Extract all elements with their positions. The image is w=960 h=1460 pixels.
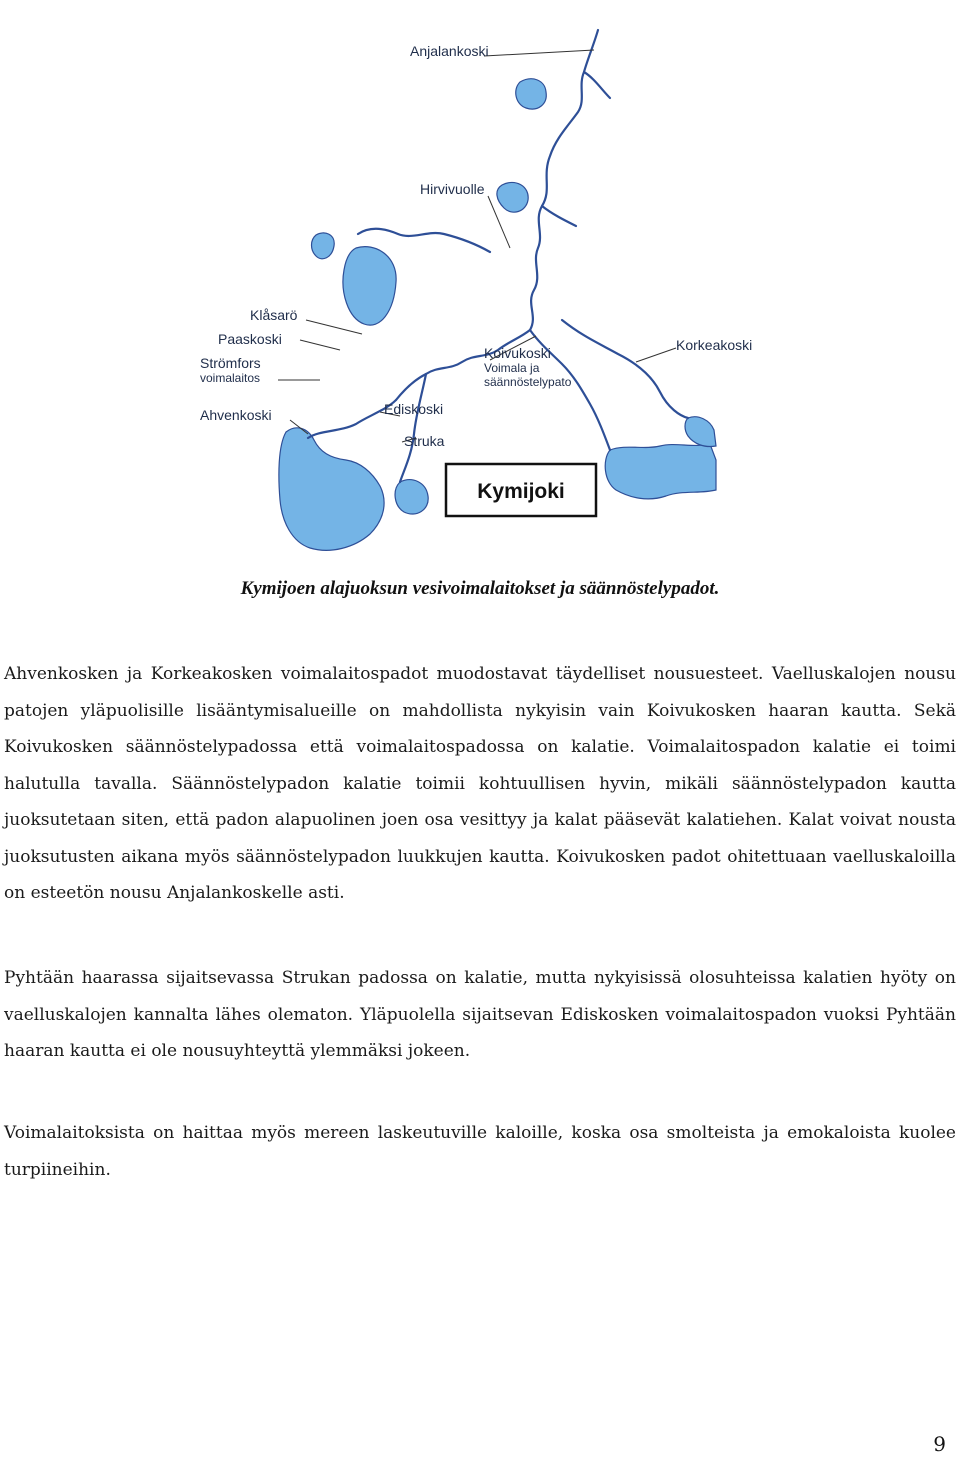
river-tributary-mid (542, 206, 576, 226)
sea-bay-small (395, 480, 428, 514)
label-struka: Struka (404, 433, 445, 449)
paragraph-2: Pyhtään haarassa sijaitsevassa Strukan padossa on kalatie, mutta nykyisissä olosuhteissa kalatien hyöty on vaelluskalojen kannalta lähes olematon. Yläpuolella sijaitsevan Ediskosken voimalaitospadon vuoksi Pyhtään haaran kautta ei ole nousuyhteyttä ylemmäksi jokeen. (4, 968, 956, 1061)
label-paaskoski: Paaskoski (218, 331, 282, 347)
label-ahvenkoski: Ahvenkoski (200, 407, 272, 423)
label-koivukoski-3: säännöstelypato (484, 375, 572, 389)
paragraph-1: Ahvenkosken ja Korkeakosken voimalaitospadot muodostavat täydelliset nousuesteet. Vaelluskalojen nousu patojen yläpuolisille lisääntymisalueille on mahdollista nykyisin vain Koivukosken haaran kautta. Sekä Koivukosken säännöstelypadossa että voimalaitospadossa on kalatie. Voimalaitospadon kalatie ei toimi halutulla tavalla. Säännöstelypadon kalatie toimii kohtuullisen hyvin, mikäli säännöstelypadon kautta juoksutetaan siten, että padon alapuolinen joen osa vesittyy ja kalat pääsevät kalatiehen. Kalat voivat nousta juoksutusten aikana myös säännöstelypadon luukkujen kautta. Koivukosken padot ohitettuaan vaelluskaloilla on esteetön nousu Anjalankoskelle asti. (4, 664, 956, 903)
river-korkeakoski-branch (562, 320, 688, 418)
map-title-box (446, 464, 596, 516)
label-anjalankoski: Anjalankoski (410, 43, 489, 59)
label-ediskoski: Ediskoski (384, 401, 444, 417)
figure-caption: Kymijoen alajuoksun vesivoimalaitokset ja säännöstelypadot. (240, 578, 720, 599)
kymijoki-map (190, 20, 780, 565)
lake-upper-mid (497, 182, 528, 212)
label-korkeakoski: Korkeakoski (676, 337, 753, 353)
label-hirvivuolle: Hirvivuolle (420, 181, 485, 197)
sea-bay-right (605, 444, 716, 499)
map-title: Kymijoki (477, 480, 565, 503)
paragraph-3: Voimalaitoksista on haittaa myös mereen laskeutuville kaloille, koska osa smolteista ja emokaloista kuolee turpiineihin. (4, 1123, 956, 1180)
lake-left-2 (343, 247, 396, 326)
label-koivukoski-1: Koivukoski (484, 345, 551, 361)
label-klasaro: Klåsarö (250, 307, 298, 323)
sea-bay-left (279, 428, 384, 550)
page-number: 9 (933, 1432, 946, 1456)
lake-top (516, 79, 547, 109)
river-ahvenkoski-branch (308, 400, 396, 438)
label-stromfors-2: voimalaitos (200, 371, 261, 385)
sea-edge-right (685, 417, 716, 447)
lake-left-1 (312, 233, 335, 259)
label-stromfors-1: Strömfors (200, 355, 261, 371)
label-koivukoski-2: Voimala ja (484, 361, 540, 375)
river-branch-left (358, 229, 490, 252)
river-tributary-top (584, 72, 610, 98)
